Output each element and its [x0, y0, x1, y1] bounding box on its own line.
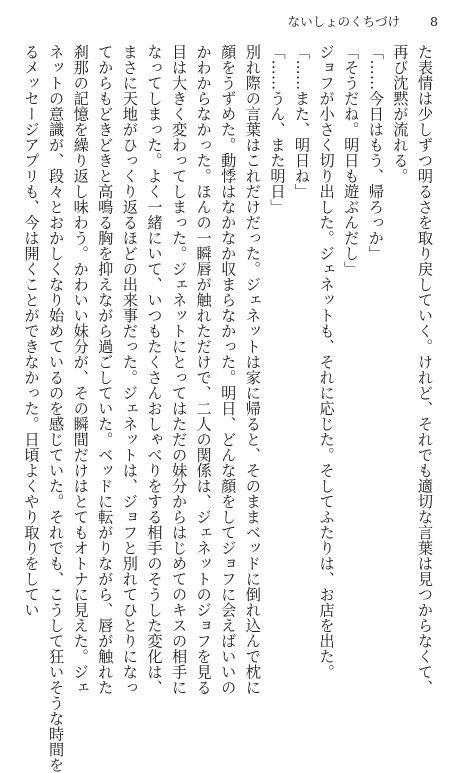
- text-line: 「……うん、また明日」: [268, 44, 287, 215]
- text-line: まさに天地がひっくり返るほどの出来事だった。ジェネットは、ジョフと別れてひとりになっ: [120, 44, 139, 695]
- text-line: 目は大きく変わってしまった。ジェネットにとってはただの妹分からはじめてのキスの相手に: [170, 44, 189, 695]
- text-line: かわからなかった。ほんの一瞬唇が触れただけで、二人の関係は、ジェネットのジョフを見る: [194, 44, 213, 695]
- text-line: ジョフが小さく切り出した。ジェネットも、それに応じた。そしてふたりは、お店を出た。: [317, 44, 336, 680]
- text-line: た表情は少しずつ明るさを取り戻していく。けれど、それでも適切な言葉は見つからなくて、: [416, 44, 434, 695]
- text-line: 刹那の記憶を繰り返し味わう。かわいい妹分が、その瞬間だけはとてもオトナに見えた。ジェ: [71, 44, 90, 695]
- running-title: ないしょのくちづけ: [287, 14, 401, 29]
- text-line: るメッセージアプリも、今は開くことができなかった。日頃よくやり取りをしてい: [22, 44, 41, 618]
- text-line: なってしまった。よく一緒にいて、いつもたくさんおしゃべりをする相手のそうした変化は、: [145, 44, 164, 695]
- text-line: 顔をうずめた。動悸はなかなか収まらなかった。明日、どんな顔をしてジョフに会えばいいの: [219, 44, 238, 695]
- text-line: 再び沈黙が流れる。: [391, 44, 410, 184]
- text-line: 「……今日はもう、帰ろっか」: [366, 44, 385, 261]
- text-line: 「……また、明日ね」: [293, 44, 312, 199]
- text-line: ネットの意識が、段々とおかしくなり始めているのを感じていた。それでも、こうして狂いそうな時間を: [47, 44, 66, 773]
- text-line: 別れ際の言葉はこれだけだった。ジェネットは家に帰ると、そのままベッドに倒れ込んで枕に: [243, 44, 262, 695]
- vertical-body-text: [22, 44, 437, 773]
- page-header: [288, 12, 438, 30]
- page-number: 8: [430, 14, 438, 29]
- text-line: てからもどきどきと高鳴る胸を抑えながら過ごしていた。ベッドに転がりながら、唇が触れた: [96, 44, 115, 695]
- text-line: 「そうだね。明日も遊ぶんだし」: [342, 44, 361, 277]
